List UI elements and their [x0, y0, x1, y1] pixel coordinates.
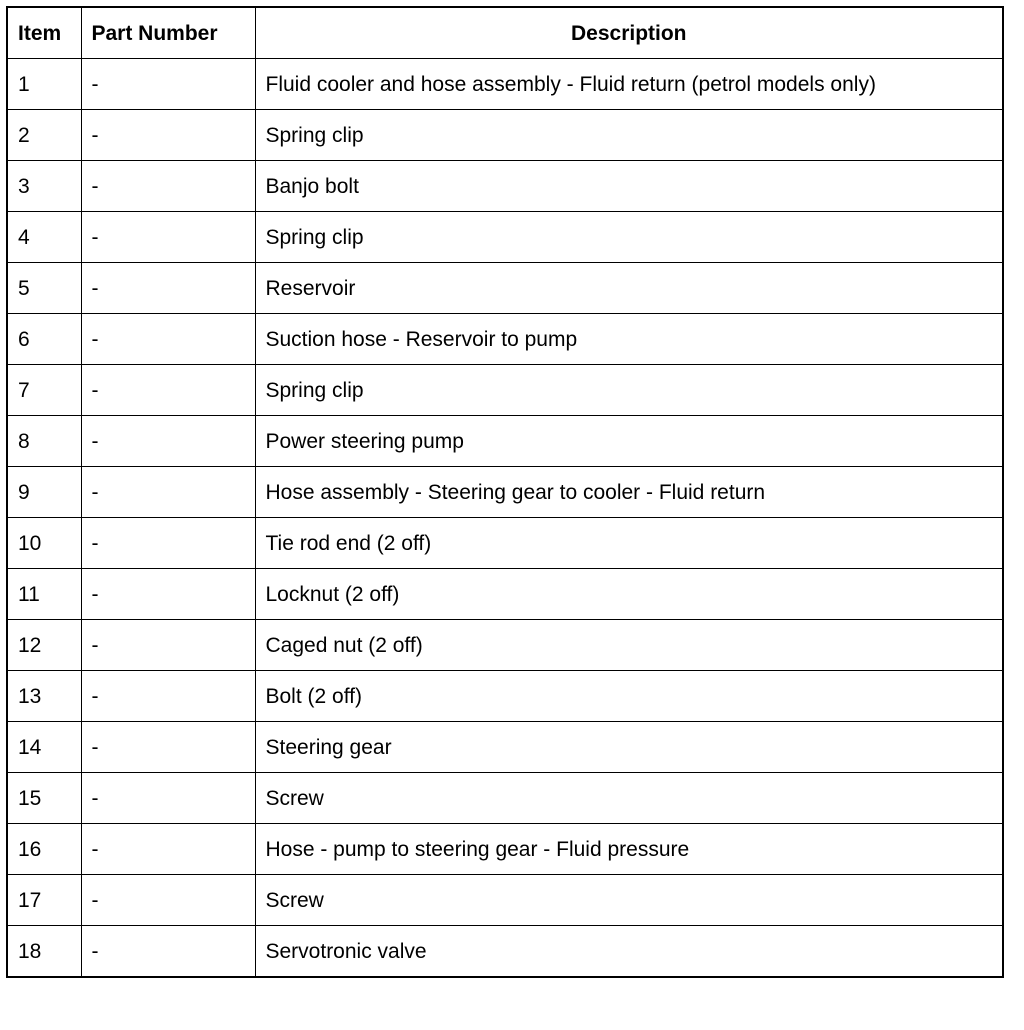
cell-description: Caged nut (2 off) — [255, 620, 1003, 671]
cell-part-number: - — [81, 620, 255, 671]
table-row — [7, 671, 1003, 722]
cell-part-number: - — [81, 926, 255, 978]
table-row — [7, 314, 1003, 365]
cell-part-number: - — [81, 875, 255, 926]
cell-item: 8 — [7, 416, 81, 467]
cell-description: Fluid cooler and hose assembly - Fluid return (petrol models only) — [255, 59, 1003, 110]
cell-description: Spring clip — [255, 110, 1003, 161]
cell-item: 13 — [7, 671, 81, 722]
cell-part-number: - — [81, 161, 255, 212]
cell-part-number: - — [81, 722, 255, 773]
cell-part-number: - — [81, 671, 255, 722]
table-body — [7, 59, 1003, 978]
cell-description: Tie rod end (2 off) — [255, 518, 1003, 569]
cell-description: Screw — [255, 875, 1003, 926]
cell-description: Hose assembly - Steering gear to cooler - Fluid return — [255, 467, 1003, 518]
table-row — [7, 365, 1003, 416]
table-row — [7, 110, 1003, 161]
cell-description: Spring clip — [255, 365, 1003, 416]
cell-description: Reservoir — [255, 263, 1003, 314]
table-row — [7, 773, 1003, 824]
cell-item: 4 — [7, 212, 81, 263]
cell-description: Screw — [255, 773, 1003, 824]
cell-item: 10 — [7, 518, 81, 569]
cell-item: 14 — [7, 722, 81, 773]
parts-table — [6, 6, 1004, 978]
cell-description: Servotronic valve — [255, 926, 1003, 978]
header-item: Item — [7, 7, 81, 59]
cell-item: 15 — [7, 773, 81, 824]
cell-part-number: - — [81, 773, 255, 824]
table-row — [7, 569, 1003, 620]
cell-item: 11 — [7, 569, 81, 620]
table-row — [7, 59, 1003, 110]
cell-description: Spring clip — [255, 212, 1003, 263]
cell-description: Locknut (2 off) — [255, 569, 1003, 620]
cell-item: 9 — [7, 467, 81, 518]
cell-description: Power steering pump — [255, 416, 1003, 467]
cell-item: 18 — [7, 926, 81, 978]
header-row — [7, 7, 1003, 59]
cell-part-number: - — [81, 518, 255, 569]
table-row — [7, 722, 1003, 773]
cell-part-number: - — [81, 365, 255, 416]
cell-part-number: - — [81, 569, 255, 620]
cell-part-number: - — [81, 110, 255, 161]
cell-part-number: - — [81, 263, 255, 314]
cell-part-number: - — [81, 467, 255, 518]
table-row — [7, 824, 1003, 875]
cell-item: 6 — [7, 314, 81, 365]
header-description: Description — [255, 7, 1003, 59]
cell-item: 5 — [7, 263, 81, 314]
cell-description: Suction hose - Reservoir to pump — [255, 314, 1003, 365]
cell-item: 12 — [7, 620, 81, 671]
table-row — [7, 263, 1003, 314]
table-row — [7, 518, 1003, 569]
cell-item: 3 — [7, 161, 81, 212]
cell-part-number: - — [81, 59, 255, 110]
table-header — [7, 7, 1003, 59]
cell-description: Bolt (2 off) — [255, 671, 1003, 722]
table-row — [7, 926, 1003, 978]
table-row — [7, 875, 1003, 926]
cell-description: Banjo bolt — [255, 161, 1003, 212]
cell-description: Steering gear — [255, 722, 1003, 773]
cell-item: 7 — [7, 365, 81, 416]
table-row — [7, 416, 1003, 467]
table-row — [7, 212, 1003, 263]
cell-item: 1 — [7, 59, 81, 110]
cell-part-number: - — [81, 212, 255, 263]
cell-part-number: - — [81, 314, 255, 365]
table-row — [7, 161, 1003, 212]
cell-part-number: - — [81, 416, 255, 467]
cell-item: 2 — [7, 110, 81, 161]
cell-item: 17 — [7, 875, 81, 926]
table-row — [7, 620, 1003, 671]
table-row — [7, 467, 1003, 518]
cell-item: 16 — [7, 824, 81, 875]
cell-part-number: - — [81, 824, 255, 875]
cell-description: Hose - pump to steering gear - Fluid pressure — [255, 824, 1003, 875]
header-part-number: Part Number — [81, 7, 255, 59]
